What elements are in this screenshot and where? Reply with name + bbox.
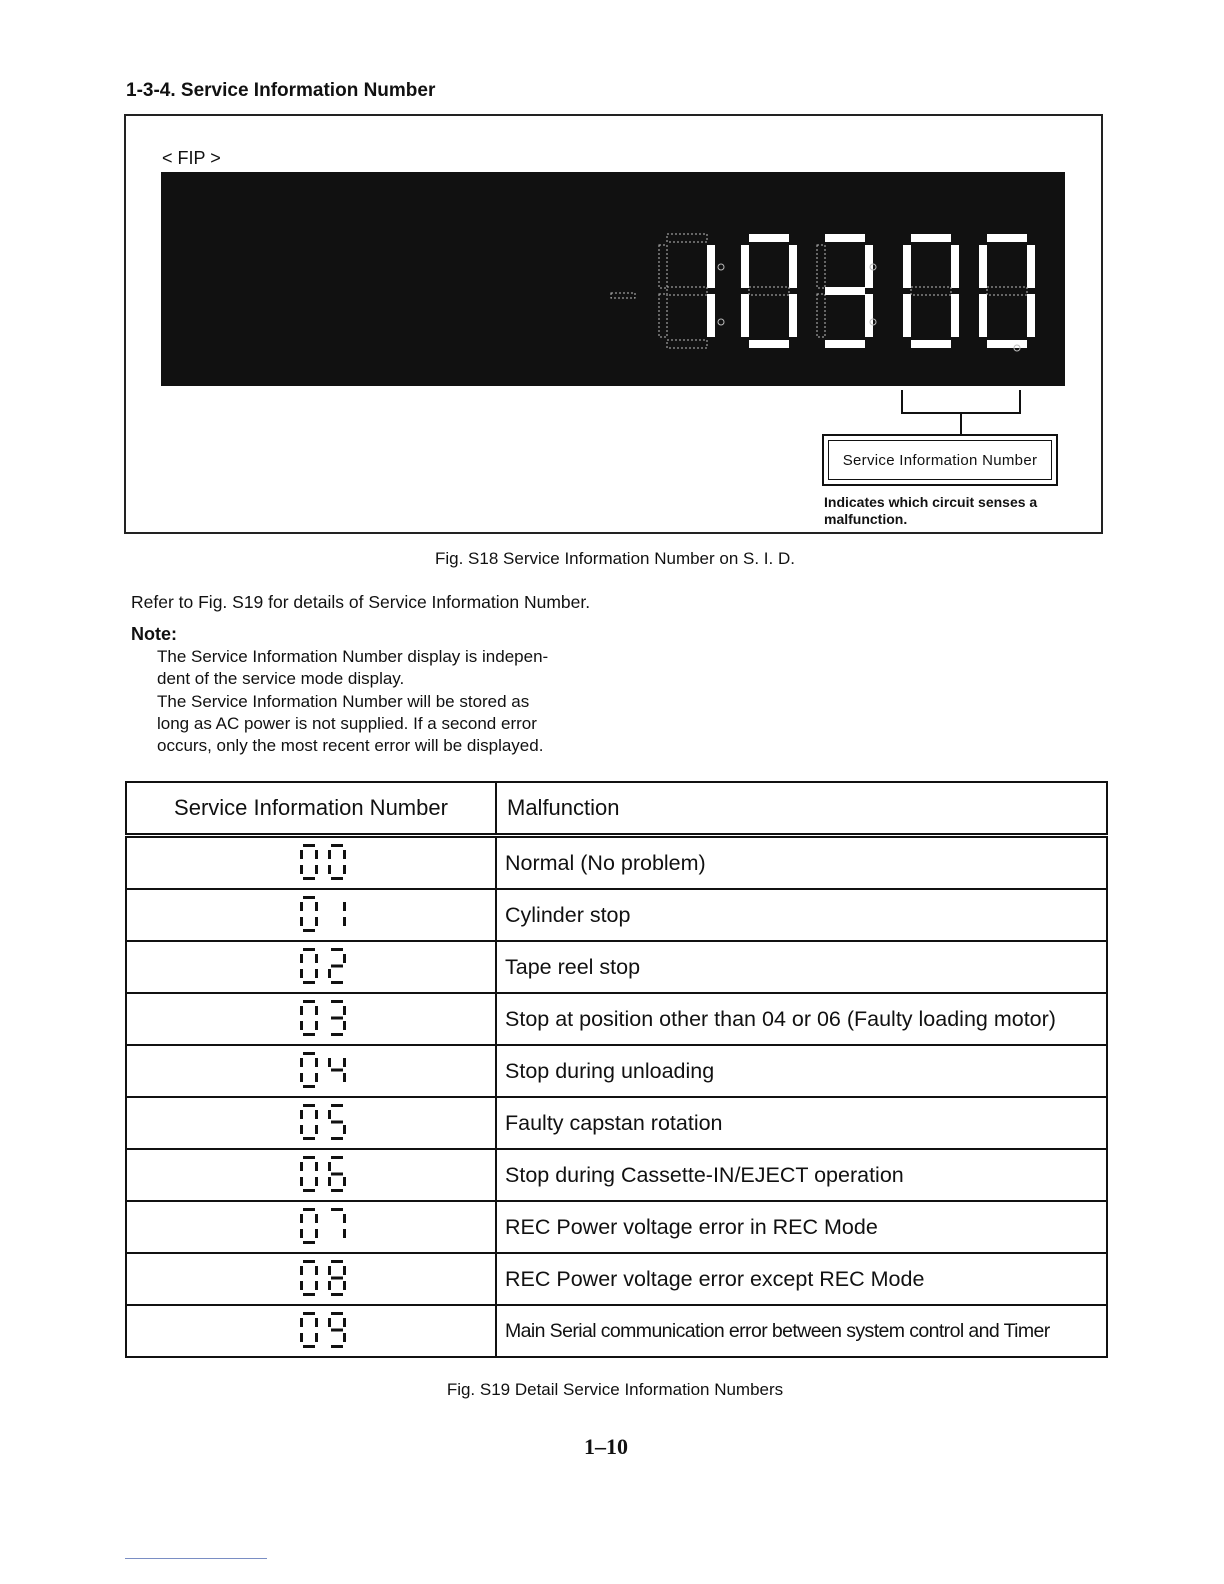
segment-e <box>300 1021 303 1030</box>
segment-a <box>987 234 1027 242</box>
segment-e <box>300 917 303 926</box>
segment-b <box>315 850 318 859</box>
segment-d <box>303 981 315 984</box>
segment-a <box>303 1052 315 1055</box>
segment-a <box>303 948 315 951</box>
segment-c <box>343 1281 346 1290</box>
segment-d <box>303 1033 315 1036</box>
segment-b <box>315 902 318 911</box>
segment-f <box>300 1318 303 1327</box>
service-code-cell <box>126 1305 496 1357</box>
malfunction-cell: Tape reel stop <box>496 941 1107 993</box>
table-row <box>126 993 1107 1045</box>
malfunction-cell: REC Power voltage error except REC Mode <box>496 1253 1107 1305</box>
segment-d <box>331 1345 343 1348</box>
segment-g <box>331 965 343 968</box>
segment-a <box>303 896 315 899</box>
segment-d <box>303 929 315 932</box>
segment-g <box>331 1173 343 1176</box>
segment-b <box>315 1006 318 1015</box>
segment-a <box>303 844 315 847</box>
code-digit <box>300 1312 318 1348</box>
service-code-cell <box>126 1097 496 1149</box>
segment-d <box>911 340 951 348</box>
colon-dot <box>718 319 724 325</box>
segment-f <box>328 1058 331 1067</box>
segment-b <box>343 1266 346 1275</box>
table-row <box>126 941 1107 993</box>
segment-b <box>315 1162 318 1171</box>
segment-f <box>300 1058 303 1067</box>
segment-e <box>741 294 749 337</box>
segment-b <box>315 1214 318 1223</box>
segment-f <box>741 245 749 288</box>
code-digit <box>328 1156 346 1192</box>
segment-g <box>987 287 1027 295</box>
segment-g <box>331 1017 343 1020</box>
fip-figure-frame <box>124 114 1103 534</box>
segment-c <box>315 1333 318 1342</box>
display-digit <box>979 234 1035 348</box>
service-code-cell <box>126 1045 496 1097</box>
malfunction-cell: Stop during unloading <box>496 1045 1107 1097</box>
malfunction-cell: Normal (No problem) <box>496 836 1107 890</box>
segment-b <box>343 1318 346 1327</box>
segment-c <box>343 1073 346 1082</box>
segment-c <box>343 1229 346 1238</box>
segment-e <box>300 1281 303 1290</box>
service-code-cell <box>126 1149 496 1201</box>
malfunction-cell: Cylinder stop <box>496 889 1107 941</box>
code-digit <box>300 896 318 932</box>
malfunction-cell: Stop during Cassette-IN/EJECT operation <box>496 1149 1107 1201</box>
segment-a <box>331 948 343 951</box>
segment-f <box>300 1214 303 1223</box>
segment-c <box>315 1281 318 1290</box>
segment-e <box>300 1125 303 1134</box>
segment-b <box>343 1006 346 1015</box>
callout-bracket-stem <box>960 412 962 434</box>
segment-c <box>707 294 715 337</box>
service-number-table <box>125 781 1108 1358</box>
segment-a <box>331 1208 343 1211</box>
segment-c <box>315 865 318 874</box>
segment-f <box>300 850 303 859</box>
segment-b <box>789 245 797 288</box>
page-number: 1–10 <box>584 1434 628 1459</box>
segment-c <box>789 294 797 337</box>
code-digit <box>300 1260 318 1296</box>
segment-a <box>303 1312 315 1315</box>
table-row <box>126 836 1107 890</box>
segment-g <box>331 1329 343 1332</box>
code-digit <box>300 948 318 984</box>
segment-b <box>343 954 346 963</box>
segment-e <box>300 865 303 874</box>
segment-e <box>300 1177 303 1186</box>
service-number-callout-box <box>822 434 1058 486</box>
table-header-row <box>126 782 1107 836</box>
segment-f <box>300 902 303 911</box>
segment-f <box>903 245 911 288</box>
segment-f <box>300 954 303 963</box>
segment-d <box>303 877 315 880</box>
service-number-callout-label: Service Information Number <box>828 440 1052 480</box>
service-code-cell <box>126 1201 496 1253</box>
segment-f <box>300 1006 303 1015</box>
service-code-segments <box>298 1310 352 1352</box>
table-row <box>126 1253 1107 1305</box>
code-digit <box>328 1058 346 1082</box>
segment-c <box>315 1125 318 1134</box>
segment-b <box>865 245 873 288</box>
segment-a <box>749 234 789 242</box>
segment-f <box>979 245 987 288</box>
segment-a <box>303 1000 315 1003</box>
service-code-cell <box>126 889 496 941</box>
segment-c <box>315 969 318 978</box>
segment-e <box>817 294 825 337</box>
service-code-segments <box>298 894 352 936</box>
service-code-segments <box>298 1050 352 1092</box>
segment-c <box>343 1333 346 1342</box>
code-digit <box>300 1104 318 1140</box>
segment-c <box>951 294 959 337</box>
segment-a <box>331 1000 343 1003</box>
segment-c <box>315 1229 318 1238</box>
segment-d <box>749 340 789 348</box>
service-code-segments <box>298 1102 352 1144</box>
segment-d <box>303 1189 315 1192</box>
display-digit <box>741 234 797 348</box>
segment-f <box>300 1110 303 1119</box>
service-code-segments <box>298 1206 352 1248</box>
segment-a <box>331 1260 343 1263</box>
segment-a <box>667 234 707 242</box>
segment-g <box>825 287 865 295</box>
segment-b <box>707 245 715 288</box>
segment-d <box>987 340 1027 348</box>
segment-d <box>331 1033 343 1036</box>
segment-e <box>328 1281 331 1290</box>
code-digit <box>328 1260 346 1296</box>
fip-display-panel <box>161 172 1065 386</box>
segment-a <box>911 234 951 242</box>
malfunction-cell: Faulty capstan rotation <box>496 1097 1107 1149</box>
malfunction-cell: REC Power voltage error in REC Mode <box>496 1201 1107 1253</box>
code-digit <box>328 1312 346 1348</box>
table-row <box>126 1045 1107 1097</box>
code-digit <box>300 1208 318 1244</box>
segment-b <box>315 1318 318 1327</box>
display-digit <box>817 234 873 348</box>
segment-d <box>303 1345 315 1348</box>
segment-d <box>667 340 707 348</box>
service-code-segments <box>298 842 352 884</box>
segment-d <box>303 1085 315 1088</box>
segment-a <box>303 1104 315 1107</box>
segment-d <box>331 877 343 880</box>
segment-f <box>328 1110 331 1119</box>
note-line: dent of the service mode display. <box>157 669 405 689</box>
segment-b <box>343 902 346 911</box>
segment-f <box>817 245 825 288</box>
segment-b <box>1027 245 1035 288</box>
segment-c <box>315 1177 318 1186</box>
note-body <box>157 646 617 757</box>
segment-a <box>331 1312 343 1315</box>
segment-d <box>825 340 865 348</box>
code-digit <box>331 1208 346 1238</box>
segment-c <box>315 917 318 926</box>
code-digit <box>300 1156 318 1192</box>
service-code-cell <box>126 1253 496 1305</box>
note-line: The Service Information Number display is indepen- <box>157 647 549 666</box>
code-digit <box>300 844 318 880</box>
segment-f <box>328 850 331 859</box>
code-digit <box>343 902 346 926</box>
figure-s18-caption: Fig. S18 Service Information Number on S. I. D. <box>435 549 795 568</box>
refer-text: Refer to Fig. S19 for details of Service Information Number. <box>131 592 591 612</box>
figure-s19-caption: Fig. S19 Detail Service Information Numbers <box>446 1380 784 1399</box>
fip-segment-display <box>161 172 1065 386</box>
segment-d <box>331 1293 343 1296</box>
service-code-cell <box>126 941 496 993</box>
segment-c <box>315 1073 318 1082</box>
segment-b <box>343 1214 346 1223</box>
segment-b <box>315 954 318 963</box>
service-code-segments <box>298 998 352 1040</box>
segment-c <box>343 1021 346 1030</box>
segment-b <box>315 1266 318 1275</box>
segment-e <box>300 1333 303 1342</box>
segment-c <box>343 917 346 926</box>
segment-f <box>659 245 667 288</box>
footer-rule <box>125 1558 267 1559</box>
fip-label: < FIP > <box>162 148 221 168</box>
header-malfunction: Malfunction <box>496 782 1107 836</box>
segment-f <box>300 1162 303 1171</box>
colon-dot <box>718 264 724 270</box>
segment-b <box>315 1110 318 1119</box>
segment-a <box>303 1156 315 1159</box>
segment-b <box>951 245 959 288</box>
segment-c <box>343 865 346 874</box>
segment-a <box>825 234 865 242</box>
segment-e <box>300 969 303 978</box>
segment-g <box>749 287 789 295</box>
table-row <box>126 889 1107 941</box>
segment-a <box>331 1104 343 1107</box>
segment-f <box>300 1266 303 1275</box>
minus-segment <box>611 293 635 298</box>
segment-f <box>328 1318 331 1327</box>
callout-bracket <box>901 390 1021 414</box>
service-code-cell <box>126 993 496 1045</box>
malfunction-cell: Main Serial communication error between system control and Timer <box>496 1305 1107 1357</box>
code-digit <box>328 844 346 880</box>
segment-e <box>328 1177 331 1186</box>
code-digit <box>328 948 346 984</box>
segment-d <box>331 1137 343 1140</box>
code-digit <box>331 1000 346 1036</box>
segment-f <box>328 1266 331 1275</box>
segment-c <box>865 294 873 337</box>
segment-c <box>343 1177 346 1186</box>
segment-b <box>343 850 346 859</box>
code-digit <box>328 1104 346 1140</box>
display-digit <box>903 234 959 348</box>
segment-c <box>343 1125 346 1134</box>
note-line: long as AC power is not supplied. If a second error <box>157 713 537 733</box>
display-digit <box>659 234 715 348</box>
note-label: Note: <box>131 624 177 644</box>
segment-c <box>1027 294 1035 337</box>
service-code-segments <box>298 946 352 988</box>
segment-a <box>331 844 343 847</box>
note-line: occurs, only the most recent error will be displayed. <box>157 736 544 756</box>
segment-a <box>303 1208 315 1211</box>
segment-a <box>331 1156 343 1159</box>
segment-e <box>328 865 331 874</box>
note-line: The Service Information Number will be stored as <box>157 691 530 711</box>
service-code-segments <box>298 1258 352 1300</box>
segment-d <box>331 1189 343 1192</box>
malfunction-cell: Stop at position other than 04 or 06 (Faulty loading motor) <box>496 993 1107 1045</box>
segment-e <box>300 1229 303 1238</box>
segment-d <box>303 1241 315 1244</box>
segment-b <box>343 1058 346 1067</box>
code-digit <box>300 1000 318 1036</box>
service-code-segments <box>298 1154 352 1196</box>
service-code-cell <box>126 836 496 890</box>
segment-d <box>303 1137 315 1140</box>
service-number-callout-caption: Indicates which circuit senses a malfunction. <box>824 494 1038 527</box>
table-row <box>126 1149 1107 1201</box>
segment-e <box>300 1073 303 1082</box>
segment-g <box>331 1277 343 1280</box>
segment-e <box>328 969 331 978</box>
section-title: 1-3-4. Service Information Number <box>126 80 436 101</box>
table-row <box>126 1097 1107 1149</box>
segment-e <box>979 294 987 337</box>
segment-c <box>315 1021 318 1030</box>
header-service-number: Service Information Number <box>126 782 496 836</box>
segment-g <box>911 287 951 295</box>
code-digit <box>300 1052 318 1088</box>
segment-d <box>303 1293 315 1296</box>
segment-g <box>667 287 707 295</box>
segment-e <box>903 294 911 337</box>
segment-g <box>331 1069 343 1072</box>
segment-e <box>659 294 667 337</box>
table-row <box>126 1305 1107 1357</box>
table-row <box>126 1201 1107 1253</box>
segment-a <box>303 1260 315 1263</box>
segment-g <box>331 1121 343 1124</box>
segment-d <box>331 981 343 984</box>
segment-f <box>328 1162 331 1171</box>
segment-b <box>315 1058 318 1067</box>
